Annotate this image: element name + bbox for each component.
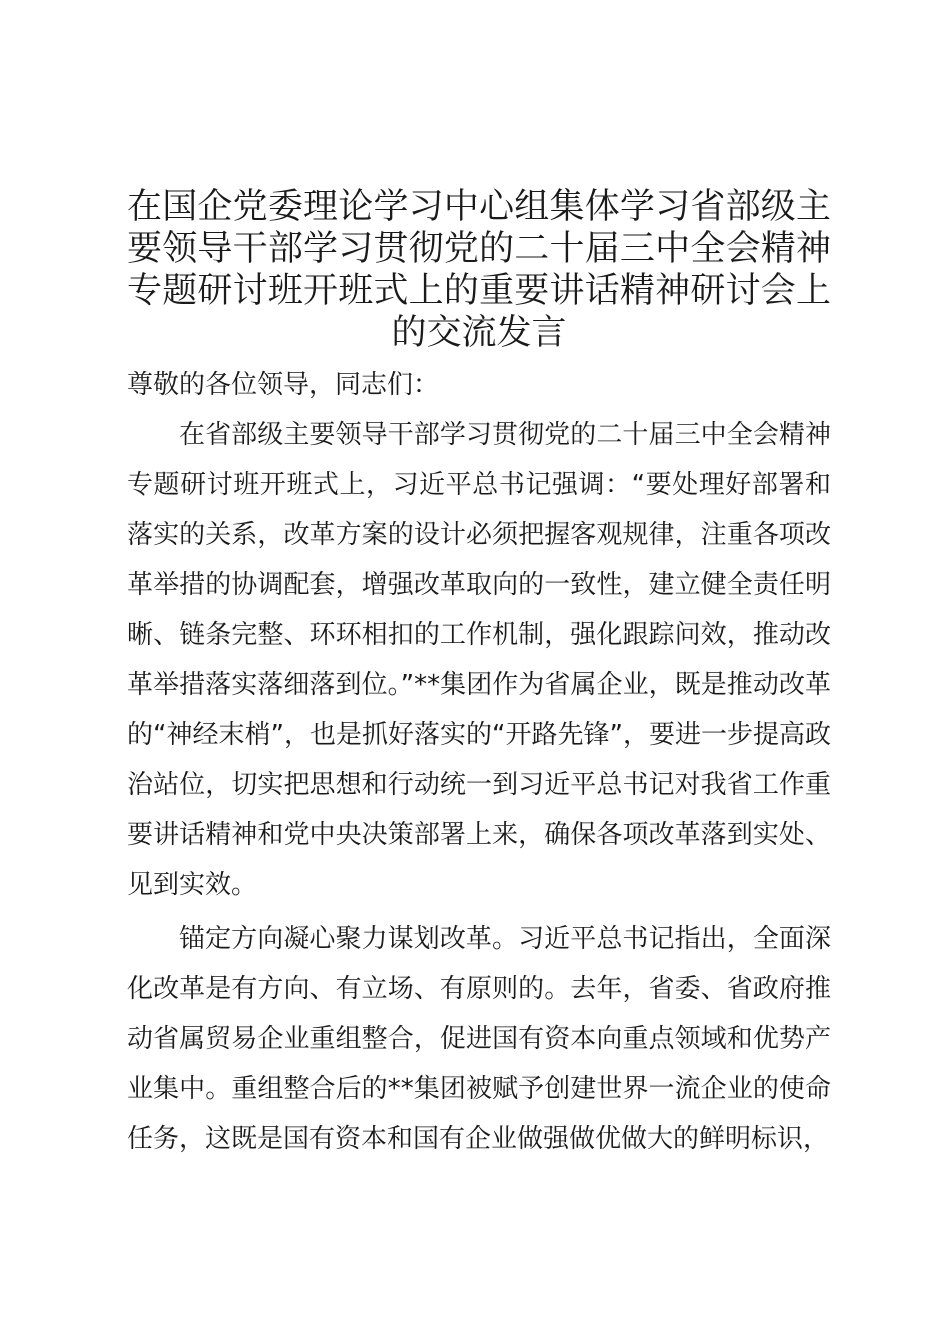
salutation: 尊敬的各位领导，同志们： bbox=[127, 370, 440, 400]
document-title: 在国企党委理论学习中心组集体学习省部级主要领导干部学习贯彻党的二十届三中全会精神专题研讨班开班式上的重要讲话精神研讨会上的交流发言 bbox=[127, 187, 831, 353]
body-paragraph-2: 锚定方向凝心聚力谋划改革。习近平总书记指出，全面深化改革是有方向、有立场、有原则的。去年，省委、省政府推动省属贸易企业重组整合，促进国有资本向重点领域和优势产业集中。重组整合后的**集团被赋予创建世界一流企业的使命任务，这既是国有资本和国有企业做强做优做大的鲜明标识， bbox=[127, 924, 831, 1154]
document-page bbox=[127, 186, 831, 1164]
body-paragraph-1: 在省部级主要领导干部学习贯彻党的二十届三中全会精神专题研讨班开班式上，习近平总书记强调：“要处理好部署和落实的关系，改革方案的设计必须把握客观规律，注重各项改革举措的协调配套，增强改革取向的一致性，建立健全责任明晰、链条完整、环环相扣的工作机制，强化跟踪问效，推动改革举措落实落细落到位。”**集团作为省属企业，既是推动改革的“神经末梢”，也是抓好落实的“开路先锋”，要进一步提高政治站位，切实把思想和行动统一到习近平总书记对我省工作重要讲话精神和党中央决策部署上来，确保各项改革落到实处、见到实效。 bbox=[127, 420, 831, 900]
